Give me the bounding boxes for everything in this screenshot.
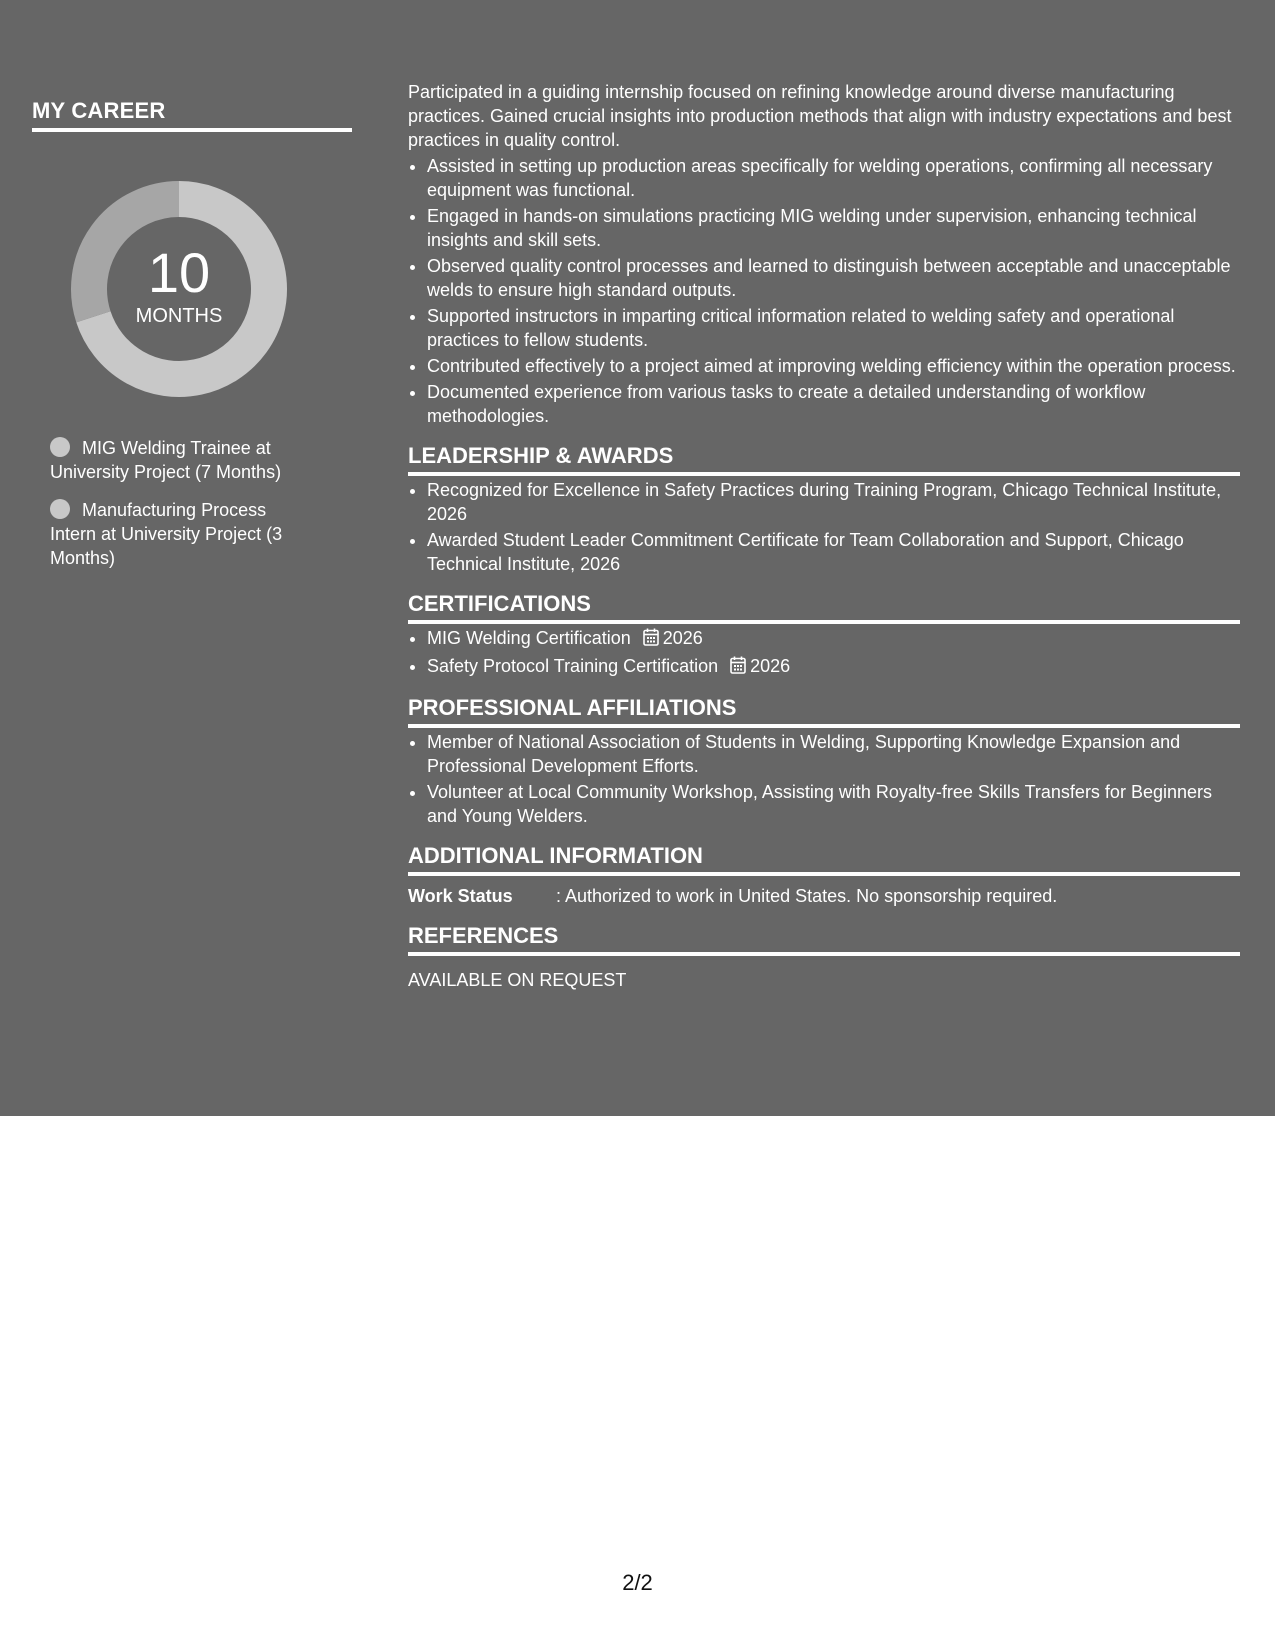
- donut-center: [66, 176, 292, 402]
- experience-summary: Participated in a guiding internship focused on refining knowledge around diverse manufacturing practices. Gained crucial insights into production methods that align with industry expectations and best practices in quality control.: [408, 82, 1232, 150]
- experience-bullet: • Engaged in hands-on simulations practicing MIG welding under supervision, enhancing technical insights and skill sets.: [427, 204, 1240, 252]
- leadership-list: [408, 478, 1240, 576]
- certification-item: [427, 626, 1240, 652]
- work-status-row: [408, 884, 1240, 908]
- work-status-value: : Authorized to work in United States. No sponsorship required.: [556, 886, 1058, 906]
- leadership-heading: LEADERSHIP & AWARDS: [408, 442, 1240, 476]
- career-donut-chart: [66, 176, 292, 402]
- references-text: AVAILABLE ON REQUEST: [408, 970, 627, 990]
- experience-bullet: • Observed quality control processes and learned to distinguish between acceptable and unacceptable welds to ensure high standard outputs.: [427, 254, 1240, 302]
- total-months-number: 10: [147, 240, 211, 304]
- certification-name: MIG Welding Certification: [427, 628, 631, 648]
- career-legend-item: [50, 436, 310, 484]
- experience-bullet: • Assisted in setting up production areas specifically for welding operations, confirming all necessary equipment was functional.: [427, 154, 1240, 202]
- experience-bullet: • Documented experience from various tasks to create a detailed understanding of workflow methodologies.: [427, 380, 1240, 428]
- total-months-unit: MONTHS: [135, 304, 223, 327]
- certification-year: 2026: [750, 656, 791, 676]
- calendar-icon: [730, 656, 746, 680]
- affiliations-heading: PROFESSIONAL AFFILIATIONS: [408, 694, 1240, 728]
- career-legend-label: MIG Welding Trainee at University Project (7 Months): [50, 438, 282, 482]
- affiliation-item: • Member of National Association of Students in Welding, Supporting Knowledge Expansion and Professional Development Efforts.: [427, 730, 1240, 778]
- experience-bullet: • Contributed effectively to a project aimed at improving welding efficiency within the operation process.: [427, 354, 1240, 378]
- page-number: 2/2: [622, 1570, 653, 1595]
- career-legend-item: [50, 498, 310, 570]
- left-column: [32, 98, 352, 568]
- experience-bullets: [408, 154, 1240, 428]
- certifications-heading: CERTIFICATIONS: [408, 590, 1240, 624]
- work-status-label: Work Status: [408, 886, 513, 906]
- leadership-item: • Awarded Student Leader Commitment Certificate for Team Collaboration and Support, Chicago Technical Institute, 2026: [427, 528, 1240, 576]
- experience-bullet: • Supported instructors in imparting critical information related to welding safety and operational practices to fellow students.: [427, 304, 1240, 352]
- career-legend-label: Manufacturing Process Intern at University Project (3 Months): [50, 500, 283, 568]
- affiliation-item: • Volunteer at Local Community Workshop, Assisting with Royalty-free Skills Transfers for Beginners and Young Welders.: [427, 780, 1240, 828]
- references-heading: REFERENCES: [408, 922, 1240, 956]
- my-career-heading: MY CAREER: [32, 98, 352, 132]
- legend-dot-icon: [50, 499, 70, 519]
- certifications-list: [408, 626, 1240, 680]
- leadership-item: • Recognized for Excellence in Safety Practices during Training Program, Chicago Technical Institute, 2026: [427, 478, 1240, 526]
- affiliations-list: [408, 730, 1240, 828]
- certification-item: [427, 654, 1240, 680]
- certification-name: Safety Protocol Training Certification: [427, 656, 719, 676]
- career-legend: [50, 436, 310, 584]
- certification-year: 2026: [662, 628, 703, 648]
- calendar-icon: [643, 628, 659, 652]
- right-column: [408, 80, 1240, 992]
- additional-info-heading: ADDITIONAL INFORMATION: [408, 842, 1240, 876]
- legend-dot-icon: [50, 437, 70, 457]
